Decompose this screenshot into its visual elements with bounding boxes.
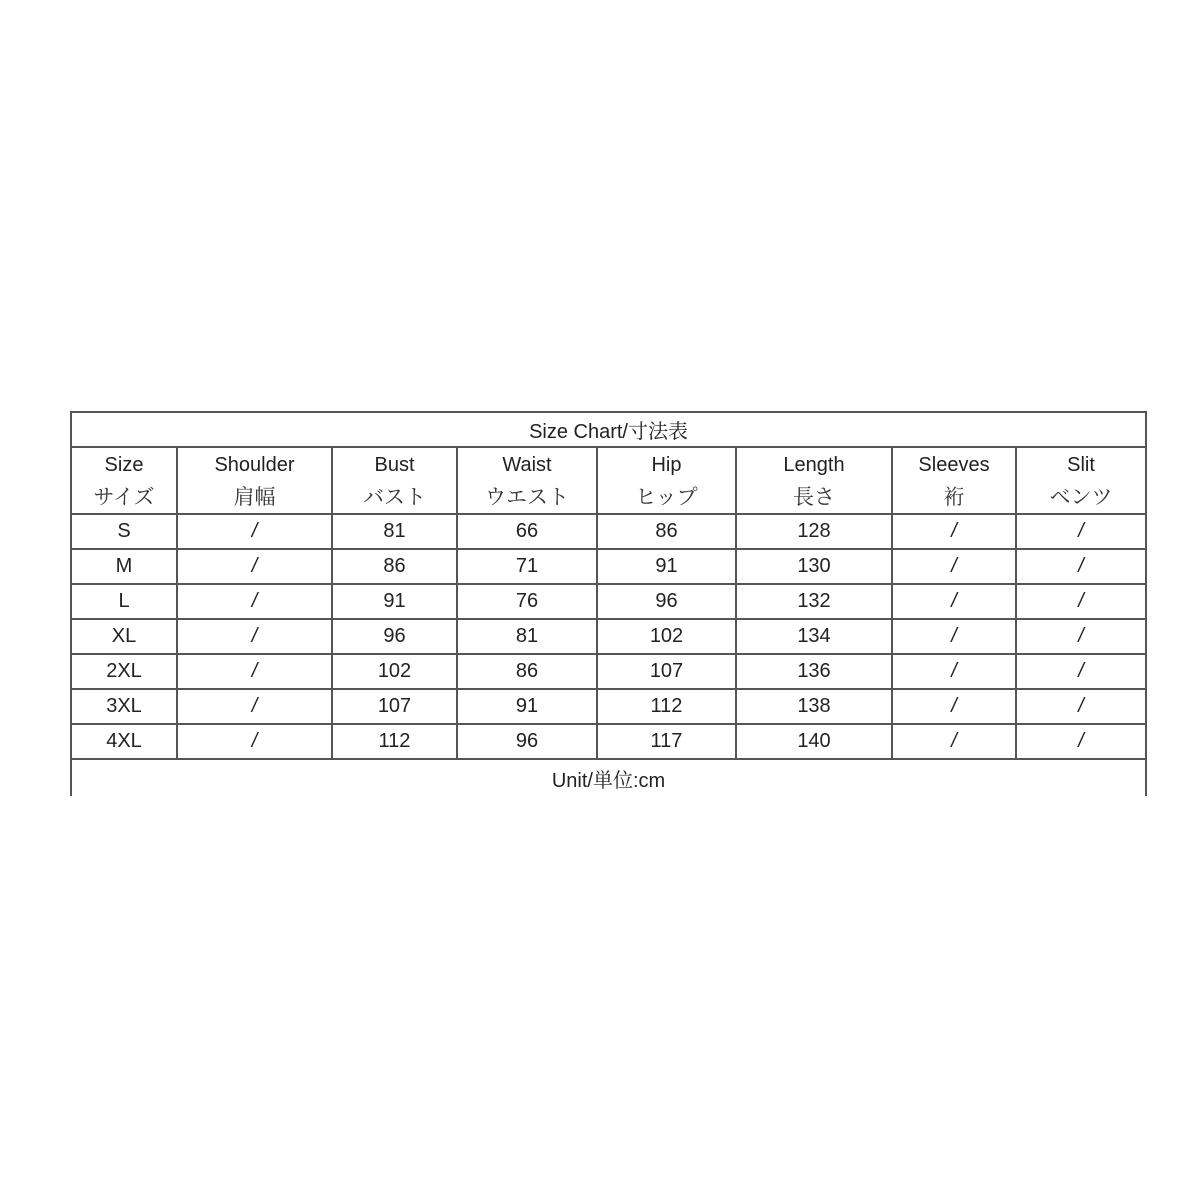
chart-title: Size Chart/寸法表 [71, 412, 1146, 447]
measurement-cell: 107 [332, 689, 457, 724]
measurement-cell: 91 [332, 584, 457, 619]
unit-note: Unit/単位:cm [71, 759, 1146, 796]
table-row [71, 689, 1146, 724]
measurement-cell: / [892, 514, 1016, 549]
size-rows [71, 514, 1146, 759]
size-label-cell: XL [71, 619, 177, 654]
table-row [71, 584, 1146, 619]
footer-row [71, 759, 1146, 796]
column-header-ja: サイズ [93, 484, 155, 509]
measurement-cell: / [177, 584, 332, 619]
column-header-ja: バスト [363, 484, 426, 509]
measurement-cell: 136 [736, 654, 892, 689]
measurement-cell: / [1016, 619, 1146, 654]
measurement-cell: / [892, 619, 1016, 654]
table-row [71, 514, 1146, 549]
table-row [71, 654, 1146, 689]
table-row [71, 549, 1146, 584]
size-label-cell: S [71, 514, 177, 549]
column-header-en: Length [783, 453, 845, 476]
measurement-cell: / [1016, 689, 1146, 724]
measurement-cell: 140 [736, 724, 892, 759]
measurement-cell: / [177, 619, 332, 654]
measurement-cell: / [1016, 584, 1146, 619]
column-header-en: Shoulder [214, 453, 295, 476]
column-header-waist [457, 447, 597, 514]
measurement-cell: 96 [332, 619, 457, 654]
measurement-cell: 96 [597, 584, 736, 619]
size-label-cell: M [71, 549, 177, 584]
measurement-cell: 71 [457, 549, 597, 584]
measurement-cell: 66 [457, 514, 597, 549]
measurement-cell: 91 [457, 689, 597, 724]
measurement-cell: 76 [457, 584, 597, 619]
column-header-hip [597, 447, 736, 514]
measurement-cell: 130 [736, 549, 892, 584]
measurement-cell: / [892, 689, 1016, 724]
column-header-en: Sleeves [918, 453, 990, 476]
measurement-cell: 81 [332, 514, 457, 549]
column-header-en: Waist [502, 453, 552, 476]
measurement-cell: / [177, 654, 332, 689]
measurement-cell: 86 [597, 514, 736, 549]
measurement-cell: 86 [457, 654, 597, 689]
measurement-cell: 112 [332, 724, 457, 759]
measurement-cell: / [177, 514, 332, 549]
measurement-cell: / [177, 549, 332, 584]
measurement-cell: / [1016, 514, 1146, 549]
title-row [71, 412, 1146, 447]
measurement-cell: 102 [597, 619, 736, 654]
measurement-cell: / [177, 689, 332, 724]
measurement-cell: 107 [597, 654, 736, 689]
size-label-cell: 2XL [71, 654, 177, 689]
measurement-cell: 102 [332, 654, 457, 689]
column-header-shoulder [177, 447, 332, 514]
column-header-en: Bust [374, 453, 415, 476]
column-header-sleeves [892, 447, 1016, 514]
measurement-cell: / [1016, 654, 1146, 689]
column-header-ja: ベンツ [1049, 484, 1113, 509]
measurement-cell: / [1016, 724, 1146, 759]
header-row [71, 447, 1146, 514]
column-header-slit [1016, 447, 1146, 514]
measurement-cell: / [177, 724, 332, 759]
table-row [71, 619, 1146, 654]
column-header-ja: 裄 [943, 484, 965, 509]
measurement-cell: 117 [597, 724, 736, 759]
measurement-cell: 132 [736, 584, 892, 619]
measurement-cell: 86 [332, 549, 457, 584]
column-header-length [736, 447, 892, 514]
column-header-size [71, 447, 177, 514]
measurement-cell: 134 [736, 619, 892, 654]
measurement-cell: / [1016, 549, 1146, 584]
size-chart-table [70, 411, 1147, 796]
measurement-cell: 81 [457, 619, 597, 654]
size-label-cell: 4XL [71, 724, 177, 759]
column-header-bust [332, 447, 457, 514]
column-header-ja: ヒップ [635, 484, 698, 509]
column-header-en: Size [104, 453, 144, 476]
measurement-cell: 128 [736, 514, 892, 549]
measurement-cell: / [892, 549, 1016, 584]
measurement-cell: / [892, 654, 1016, 689]
size-label-cell: L [71, 584, 177, 619]
size-label-cell: 3XL [71, 689, 177, 724]
column-header-ja: 長さ [793, 484, 835, 509]
table-row [71, 724, 1146, 759]
measurement-cell: 112 [597, 689, 736, 724]
column-header-en: Hip [651, 453, 682, 476]
measurement-cell: / [892, 724, 1016, 759]
column-header-en: Slit [1067, 453, 1095, 476]
column-header-ja: 肩幅 [233, 484, 276, 509]
measurement-cell: 91 [597, 549, 736, 584]
measurement-cell: / [892, 584, 1016, 619]
measurement-cell: 138 [736, 689, 892, 724]
column-header-ja: ウエスト [485, 484, 569, 509]
measurement-cell: 96 [457, 724, 597, 759]
